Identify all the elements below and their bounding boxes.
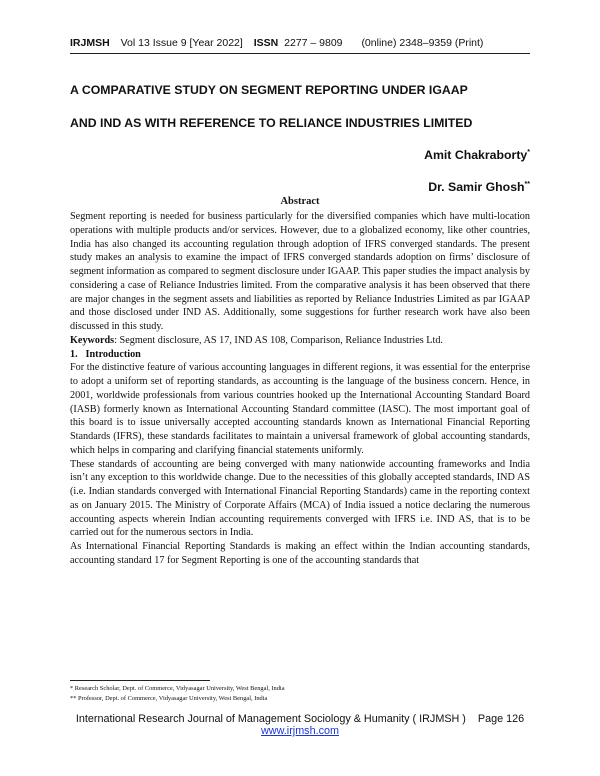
- section-title: Introduction: [85, 348, 141, 360]
- keywords: [70, 334, 530, 348]
- author-mark: **: [524, 180, 530, 188]
- author-mark: *: [527, 148, 530, 156]
- page-footer: [70, 713, 530, 737]
- footnote-1: * Research Scholar, Dept. of Commerce, Vidyasagar University, West Bengal, India: [70, 685, 285, 692]
- keywords-text: : Segment disclosure, AS 17, IND AS 108, Comparison, Reliance Industries Ltd.: [114, 334, 443, 346]
- author-1: [424, 148, 530, 162]
- section-number: 1.: [70, 348, 78, 360]
- author-name: Dr. Samir Ghosh: [428, 180, 525, 194]
- journal-url-link[interactable]: www.irjmsh.com: [261, 725, 339, 737]
- online-issn: (0nline) 2348–9359 (Print): [361, 37, 484, 49]
- page-number: Page 126: [477, 713, 525, 725]
- issn-number: 2277 – 9809: [284, 37, 343, 49]
- abstract-text: Segment reporting is needed for business particularly for the diversified companies which have multi-location operations with multiple products and/or services. However, due to a globalized economy, like other countries, India has also changed its accounting regulation through adoption of IFRS converged standards. The present study makes an analysis to examine the impact of IFRS converged standards adoption on firms’ disclosure of segment information as compared to segment disclosure under IGAAP. This paper studies the impact analysis by considering a case of Reliance Industries limited. From the comparative analysis it has been observed that there are major changes in the segment assets and liabilities as reported by Reliance Industries Limited as par IGAAP and those disclosed under IND AS. Additionally, some suggestions for further research work have also been discussed in this study.: [70, 211, 530, 332]
- header-rule: [70, 53, 530, 54]
- body-text: [70, 210, 530, 568]
- issn-label: ISSN: [253, 37, 279, 49]
- abstract-heading: Abstract: [280, 196, 320, 207]
- footer-journal: International Research Journal of Management Sociology & Humanity ( IRJMSH ): [75, 713, 466, 725]
- journal-abbrev: IRJMSH: [70, 37, 110, 49]
- volume-info: Vol 13 Issue 9 [Year 2022]: [120, 37, 243, 49]
- paragraph: For the distinctive feature of various accounting languages in different regions, it was essential for the enterprise to adopt a uniform set of reporting standards, as accounting is the language of the business concern. Hence, in 2001, worldwide professionals from various countries hooked up the International Accounting Standard Board (IASB) formerly known as International Accounting Standard committee (IASC). The most important goal of this board is to issue universally accepted accounting standards known as International Financial Reporting Standards (IFRS), these standards facilitates to maintain a universal framework of global accounting standards, which helps in comparing and clarifying financial statements uniformly.: [70, 362, 530, 456]
- section-heading: [70, 348, 530, 362]
- author-name: Amit Chakraborty: [424, 148, 528, 162]
- author-2: [428, 180, 530, 194]
- keywords-label: Keywords: [70, 334, 115, 346]
- running-header: [70, 37, 491, 49]
- footnote-rule: [70, 680, 210, 681]
- paper-title-line-1: A COMPARATIVE STUDY ON SEGMENT REPORTING UNDER IGAAP: [70, 83, 468, 97]
- footnote-2: ** Professor, Dept. of Commerce, Vidyasagar University, West Bengal, India: [70, 695, 268, 702]
- paper-title-line-2: AND IND AS WITH REFERENCE TO RELIANCE INDUSTRIES LIMITED: [70, 116, 473, 130]
- paragraph: As International Financial Reporting Standards is making an effect within the Indian accounting standards, accounting standard 17 for Segment Reporting is one of the accounting standards that: [70, 541, 530, 566]
- paragraph: These standards of accounting are being converged with many nationwide accounting frameworks and India isn’t any exception to this worldwide change. Due to the necessities of this globally accepted standards, IND AS (i.e. Indian standards converged with International Financial Reporting Standards) came in the reporting context as on January 2015. The Ministry of Corporate Affairs (MCA) of India issued a notice declaring the numerous accounting aspects wherein Indian accounting requirements converged with IFRS i.e. IND AS, that is to be carried out for the numerous sectors in India.: [70, 458, 530, 539]
